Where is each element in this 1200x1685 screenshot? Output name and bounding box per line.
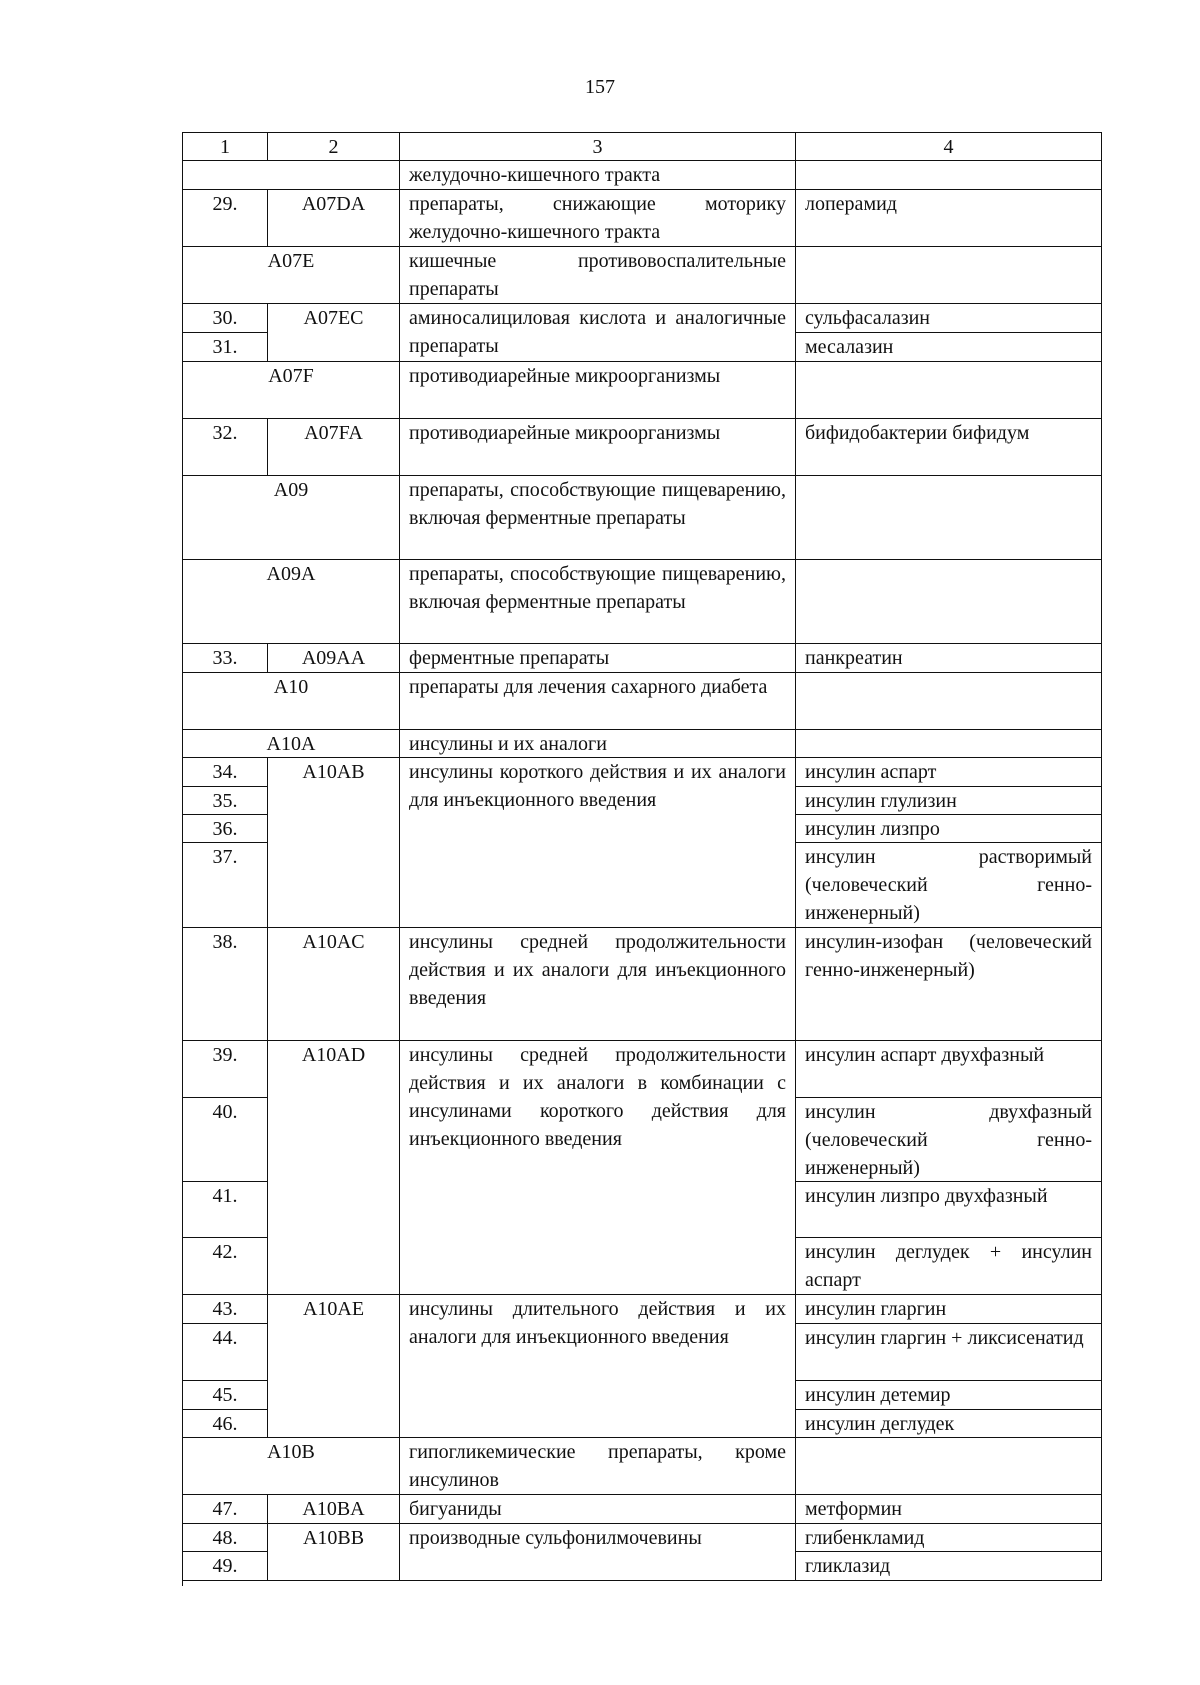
row-number: 46. bbox=[183, 1410, 268, 1438]
drug-name: инсулин глулизин bbox=[796, 787, 1102, 815]
empty-cell bbox=[796, 476, 1102, 560]
group-description: гипогликемические препараты, кроме инсулинов bbox=[400, 1438, 796, 1495]
drug-name: гликлазид bbox=[796, 1552, 1102, 1581]
drug-name: метформин bbox=[796, 1495, 1102, 1524]
row-number: 29. bbox=[183, 190, 268, 247]
group-description: противодиарейные микроорганизмы bbox=[400, 419, 796, 476]
row-number: 42. bbox=[183, 1238, 268, 1295]
atc-code: A10AB bbox=[268, 758, 400, 928]
column-header: 4 bbox=[796, 133, 1102, 161]
atc-code: A09A bbox=[183, 560, 400, 644]
group-description: препараты, способствующие пищеварению, включая ферментные препараты bbox=[400, 476, 796, 560]
drug-name: сульфасалазин bbox=[796, 304, 1102, 333]
row-number: 32. bbox=[183, 419, 268, 476]
drug-name: панкреатин bbox=[796, 644, 1102, 673]
group-description: препараты, способствующие пищеварению, включая ферментные препараты bbox=[400, 560, 796, 644]
row-number: 45. bbox=[183, 1381, 268, 1410]
row-number: 37. bbox=[183, 843, 268, 928]
drug-name: инсулин детемир bbox=[796, 1381, 1102, 1410]
row-number: 39. bbox=[183, 1041, 268, 1098]
drug-name: инсулин растворимый (человеческий генно-инженерный) bbox=[796, 843, 1102, 928]
atc-code: A07E bbox=[183, 247, 400, 304]
row-number: 41. bbox=[183, 1182, 268, 1238]
drug-name: бифидобактерии бифидум bbox=[796, 419, 1102, 476]
group-description: инсулины и их аналоги bbox=[400, 730, 796, 758]
group-description: инсулины средней продолжительности действия и их аналоги в комбинации с инсулинами короткого действия для инъекционного введения bbox=[400, 1041, 796, 1295]
row-number: 43. bbox=[183, 1295, 268, 1324]
row-number: 31. bbox=[183, 333, 268, 362]
row-number: 47. bbox=[183, 1495, 268, 1524]
empty-cell bbox=[183, 161, 400, 190]
empty-cell bbox=[796, 362, 1102, 419]
drug-name: инсулин деглудек + инсулин аспарт bbox=[796, 1238, 1102, 1295]
group-description: инсулины длительного действия и их аналоги для инъекционного введения bbox=[400, 1295, 796, 1438]
row-number: 35. bbox=[183, 787, 268, 815]
drug-name: инсулин деглудек bbox=[796, 1410, 1102, 1438]
atc-code: A07F bbox=[183, 362, 400, 419]
row-number: 38. bbox=[183, 928, 268, 1041]
drug-name: инсулин гларгин bbox=[796, 1295, 1102, 1324]
group-description: бигуаниды bbox=[400, 1495, 796, 1524]
empty-cell bbox=[796, 247, 1102, 304]
row-number: 49. bbox=[183, 1552, 268, 1581]
drug-name: инсулин аспарт двухфазный bbox=[796, 1041, 1102, 1098]
drug-name: инсулин аспарт bbox=[796, 758, 1102, 787]
atc-code: A09 bbox=[183, 476, 400, 560]
row-number: 30. bbox=[183, 304, 268, 333]
atc-code: A10B bbox=[183, 1438, 400, 1495]
drug-name: месалазин bbox=[796, 333, 1102, 362]
row-number: 34. bbox=[183, 758, 268, 787]
atc-code: A10AD bbox=[268, 1041, 400, 1295]
atc-code: A09AA bbox=[268, 644, 400, 673]
empty-cell bbox=[796, 730, 1102, 758]
row-number: 36. bbox=[183, 815, 268, 843]
group-description: препараты, снижающие моторику желудочно-кишечного тракта bbox=[400, 190, 796, 247]
drug-name: инсулин гларгин + ликсисенатид bbox=[796, 1324, 1102, 1381]
empty-cell bbox=[796, 560, 1102, 644]
drug-name: лоперамид bbox=[796, 190, 1102, 247]
group-description: ферментные препараты bbox=[400, 644, 796, 673]
atc-code: A10 bbox=[183, 673, 400, 730]
medication-table bbox=[182, 132, 1102, 1586]
empty-cell bbox=[796, 161, 1102, 190]
group-description: желудочно-кишечного тракта bbox=[400, 161, 796, 190]
atc-code: A07DA bbox=[268, 190, 400, 247]
group-description: препараты для лечения сахарного диабета bbox=[400, 673, 796, 730]
empty-cell bbox=[796, 673, 1102, 730]
row-number: 40. bbox=[183, 1098, 268, 1182]
drug-name: инсулин-изофан (человеческий генно-инженерный) bbox=[796, 928, 1102, 1041]
atc-code: A10A bbox=[183, 730, 400, 758]
atc-code: A10AE bbox=[268, 1295, 400, 1438]
row-number: 33. bbox=[183, 644, 268, 673]
group-description: инсулины короткого действия и их аналоги для инъекционного введения bbox=[400, 758, 796, 928]
atc-code: A10BB bbox=[268, 1524, 400, 1581]
column-header: 2 bbox=[268, 133, 400, 161]
group-description: аминосалициловая кислота и аналогичные препараты bbox=[400, 304, 796, 362]
column-header: 3 bbox=[400, 133, 796, 161]
group-description: противодиарейные микроорганизмы bbox=[400, 362, 796, 419]
atc-code: A07EC bbox=[268, 304, 400, 362]
atc-code: A10AC bbox=[268, 928, 400, 1041]
drug-name: инсулин двухфазный (человеческий генно-инженерный) bbox=[796, 1098, 1102, 1182]
column-header: 1 bbox=[183, 133, 268, 161]
drug-name: инсулин лизпро двухфазный bbox=[796, 1182, 1102, 1238]
group-description: инсулины средней продолжительности действия и их аналоги для инъекционного введения bbox=[400, 928, 796, 1041]
drug-name: глибенкламид bbox=[796, 1524, 1102, 1552]
row-number: 48. bbox=[183, 1524, 268, 1552]
group-description: кишечные противовоспалительные препараты bbox=[400, 247, 796, 304]
row-number: 44. bbox=[183, 1324, 268, 1381]
group-description: производные сульфонилмочевины bbox=[400, 1524, 796, 1581]
page-number: 157 bbox=[585, 76, 615, 98]
empty-cell bbox=[796, 1438, 1102, 1495]
atc-code: A07FA bbox=[268, 419, 400, 476]
atc-code: A10BA bbox=[268, 1495, 400, 1524]
drug-name: инсулин лизпро bbox=[796, 815, 1102, 843]
